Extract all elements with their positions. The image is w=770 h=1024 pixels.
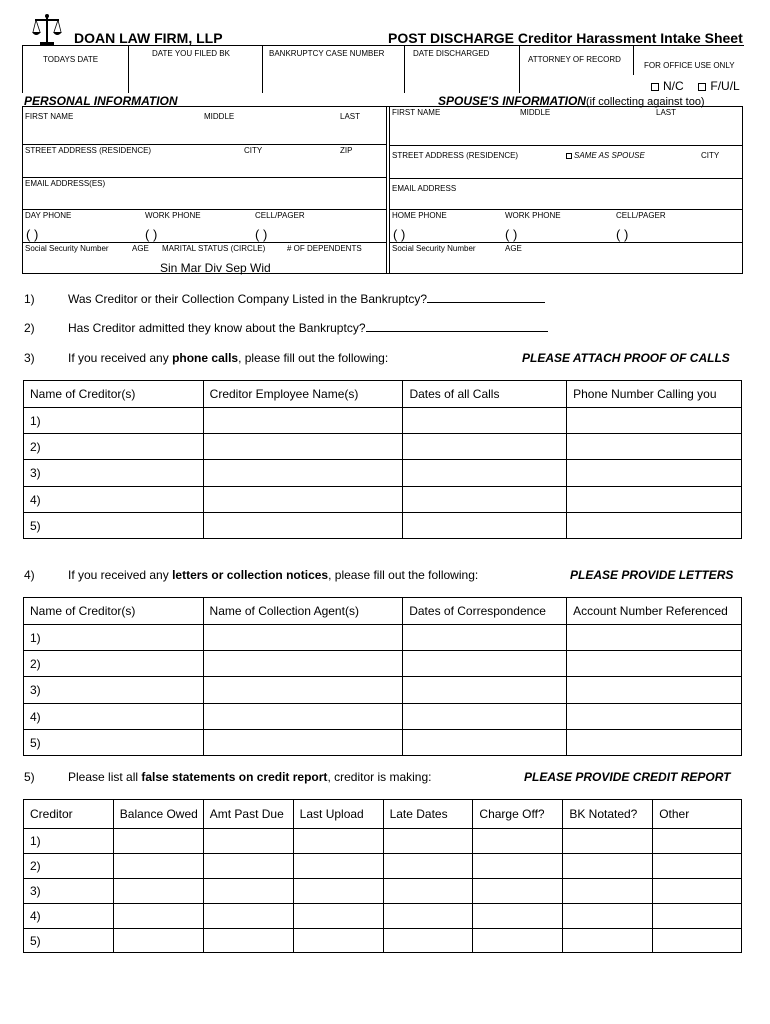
table-header: Charge Off?	[473, 800, 563, 829]
table-header: Phone Number Calling you	[567, 381, 742, 408]
q1-text: Was Creditor or their Collection Company Listed in the Bankruptcy?	[68, 292, 545, 306]
table-cell[interactable]	[203, 487, 403, 513]
table-cell[interactable]	[563, 929, 653, 953]
table-header: Dates of Correspondence	[403, 598, 567, 625]
table-row[interactable]: 4)	[24, 487, 204, 513]
table-cell[interactable]	[473, 929, 563, 953]
table-header: Dates of all Calls	[403, 381, 567, 408]
q5-text: Please list all false statements on credit report, creditor is making:	[68, 770, 432, 784]
table-cell[interactable]	[403, 460, 567, 487]
table-cell[interactable]	[383, 829, 473, 854]
firm-name: DOAN LAW FIRM, LLP	[74, 30, 223, 46]
table-row[interactable]: 4)	[24, 704, 204, 730]
same-as-spouse-option[interactable]: SAME AS SPOUSE	[566, 152, 645, 160]
table-cell[interactable]	[567, 460, 742, 487]
spouse-middle-field[interactable]: MIDDLE	[520, 108, 551, 117]
table-cell[interactable]	[203, 434, 403, 460]
city-field[interactable]: CITY	[244, 146, 263, 155]
cell-field[interactable]: CELL/PAGER	[255, 211, 305, 220]
table-cell[interactable]	[473, 829, 563, 854]
table-cell[interactable]	[203, 460, 403, 487]
table-cell[interactable]	[113, 929, 203, 953]
attorney-of-record-field[interactable]: ATTORNEY OF RECORD	[528, 55, 621, 64]
spouse-work-area-code[interactable]: ( )	[505, 227, 518, 242]
spouse-info-title: SPOUSE'S INFORMATION(if collecting against too)	[438, 94, 705, 108]
nc-checkbox[interactable]	[651, 83, 659, 91]
todays-date-field[interactable]: TODAYS DATE	[43, 55, 99, 64]
spouse-cell-field[interactable]: CELL/PAGER	[616, 211, 666, 220]
table-cell[interactable]	[403, 408, 567, 434]
table-cell[interactable]	[567, 651, 742, 677]
table-cell[interactable]	[563, 904, 653, 929]
q5-note: PLEASE PROVIDE CREDIT REPORT	[524, 770, 731, 784]
table-cell[interactable]	[203, 408, 403, 434]
table-cell[interactable]	[567, 730, 742, 756]
table-header: Late Dates	[383, 800, 473, 829]
table-header: Name of Creditor(s)	[24, 598, 204, 625]
table-cell[interactable]	[203, 513, 403, 539]
table-header: BK Notated?	[563, 800, 653, 829]
q4-number: 4)	[24, 568, 35, 582]
table-cell[interactable]	[567, 513, 742, 539]
q3-text: If you received any phone calls, please fill out the following:	[68, 351, 389, 365]
table-header: Creditor	[24, 800, 114, 829]
q1-number: 1)	[24, 292, 35, 306]
table-header: Creditor Employee Name(s)	[203, 381, 403, 408]
day-phone-field[interactable]: DAY PHONE	[25, 211, 72, 220]
table-row[interactable]: 4)	[24, 904, 114, 929]
date-filed-bk-field[interactable]: DATE YOU FILED BK	[152, 49, 230, 58]
table-cell[interactable]	[293, 929, 383, 953]
table-cell[interactable]	[203, 677, 403, 704]
date-discharged-field[interactable]: DATE DISCHARGED	[413, 49, 490, 58]
table-cell[interactable]	[567, 677, 742, 704]
table-cell[interactable]	[403, 513, 567, 539]
table-cell[interactable]	[403, 730, 567, 756]
table-cell[interactable]	[203, 879, 293, 904]
table-cell[interactable]	[293, 879, 383, 904]
street-field[interactable]: STREET ADDRESS (RESIDENCE)	[25, 146, 152, 155]
spouse-city-field[interactable]: CITY	[701, 151, 720, 160]
spouse-age-field[interactable]: AGE	[505, 244, 522, 253]
first-name-field[interactable]: FIRST NAME	[25, 112, 74, 121]
spouse-work-phone-field[interactable]: WORK PHONE	[505, 211, 561, 220]
zip-field[interactable]: ZIP	[340, 146, 353, 155]
q1-answer-line[interactable]	[427, 302, 545, 303]
q2-text: Has Creditor admitted they know about the Bankruptcy?	[68, 321, 548, 335]
table-cell[interactable]	[653, 829, 742, 854]
table-cell[interactable]	[293, 904, 383, 929]
ssn-field[interactable]: Social Security Number	[25, 244, 109, 253]
table-header: Balance Owed	[113, 800, 203, 829]
cell-area-code[interactable]: ( )	[255, 227, 268, 242]
table-cell[interactable]	[293, 854, 383, 879]
age-field[interactable]: AGE	[132, 244, 149, 253]
table-row[interactable]: 5)	[24, 513, 204, 539]
spouse-last-field[interactable]: LAST	[656, 108, 677, 117]
table-cell[interactable]	[653, 929, 742, 953]
table-row[interactable]: 1)	[24, 408, 204, 434]
table-row[interactable]: 5)	[24, 929, 114, 953]
same-as-spouse-checkbox[interactable]	[566, 153, 572, 159]
table-row[interactable]: 2)	[24, 434, 204, 460]
phone-calls-table	[23, 380, 742, 539]
q2-answer-line[interactable]	[366, 331, 548, 332]
spouse-home-phone-field[interactable]: HOME PHONE	[392, 211, 447, 220]
q2-number: 2)	[24, 321, 35, 335]
table-cell[interactable]	[113, 879, 203, 904]
table-cell[interactable]	[403, 434, 567, 460]
form-title: POST DISCHARGE Creditor Harassment Intake Sheet	[388, 30, 743, 46]
table-cell[interactable]	[113, 904, 203, 929]
info-grid	[22, 106, 743, 274]
table-row[interactable]: 3)	[24, 879, 114, 904]
table-row[interactable]: 1)	[24, 625, 204, 651]
table-cell[interactable]	[563, 879, 653, 904]
table-cell[interactable]	[203, 651, 403, 677]
q3-number: 3)	[24, 351, 35, 365]
work-phone-area-code[interactable]: ( )	[145, 227, 158, 242]
table-cell[interactable]	[293, 829, 383, 854]
scales-of-justice-icon	[30, 12, 64, 46]
q3-note: PLEASE ATTACH PROOF OF CALLS	[522, 351, 730, 365]
table-cell[interactable]	[653, 879, 742, 904]
personal-info-title: PERSONAL INFORMATION	[24, 94, 178, 108]
table-cell[interactable]	[403, 704, 567, 730]
table-cell[interactable]	[203, 625, 403, 651]
table-cell[interactable]	[473, 879, 563, 904]
table-row[interactable]: 2)	[24, 651, 204, 677]
ful-label: F/U/L	[710, 79, 740, 93]
table-cell[interactable]	[383, 904, 473, 929]
marital-status-field: MARITAL STATUS (CIRCLE)	[162, 244, 266, 253]
email-field[interactable]: EMAIL ADDRESS(ES)	[25, 179, 106, 188]
letters-table	[23, 597, 742, 756]
dependents-field[interactable]: # OF DEPENDENTS	[287, 244, 362, 253]
table-cell[interactable]	[653, 854, 742, 879]
table-cell[interactable]	[203, 854, 293, 879]
table-cell[interactable]	[203, 904, 293, 929]
table-header: Other	[653, 800, 742, 829]
q4-note: PLEASE PROVIDE LETTERS	[570, 568, 734, 582]
spouse-first-name-field[interactable]: FIRST NAME	[392, 108, 441, 117]
nc-label: N/C	[663, 79, 684, 93]
table-cell[interactable]	[403, 651, 567, 677]
table-cell[interactable]	[563, 854, 653, 879]
table-header: Last Upload	[293, 800, 383, 829]
table-header: Name of Collection Agent(s)	[203, 598, 403, 625]
table-cell[interactable]	[473, 904, 563, 929]
table-cell[interactable]	[567, 625, 742, 651]
table-cell[interactable]	[383, 879, 473, 904]
table-cell[interactable]	[403, 677, 567, 704]
table-row[interactable]: 3)	[24, 677, 204, 704]
spouse-home-area-code[interactable]: ( )	[393, 227, 406, 242]
work-phone-field[interactable]: WORK PHONE	[145, 211, 201, 220]
table-cell[interactable]	[567, 487, 742, 513]
table-header: Name of Creditor(s)	[24, 381, 204, 408]
middle-field[interactable]: MIDDLE	[204, 112, 235, 121]
table-cell[interactable]	[203, 829, 293, 854]
spouse-email-field[interactable]: EMAIL ADDRESS	[392, 184, 457, 193]
table-cell[interactable]	[203, 929, 293, 953]
spouse-cell-area-code[interactable]: ( )	[616, 227, 629, 242]
table-header: Account Number Referenced	[567, 598, 742, 625]
table-row[interactable]: 5)	[24, 730, 204, 756]
case-number-field[interactable]: BANKRUPTCY CASE NUMBER	[269, 49, 385, 58]
table-cell[interactable]	[203, 730, 403, 756]
marital-options[interactable]: Sin Mar Div Sep Wid	[160, 261, 271, 275]
spouse-street-field[interactable]: STREET ADDRESS (RESIDENCE)	[392, 151, 519, 160]
table-header: Amt Past Due	[203, 800, 293, 829]
credit-report-table	[23, 799, 742, 953]
table-row[interactable]: 3)	[24, 460, 204, 487]
table-cell[interactable]	[403, 625, 567, 651]
table-cell[interactable]	[403, 487, 567, 513]
ful-checkbox[interactable]	[698, 83, 706, 91]
table-cell[interactable]	[567, 408, 742, 434]
table-cell[interactable]	[563, 829, 653, 854]
office-use-label: FOR OFFICE USE ONLY	[644, 61, 735, 70]
table-cell[interactable]	[383, 929, 473, 953]
table-row[interactable]: 1)	[24, 829, 114, 854]
table-cell[interactable]	[653, 904, 742, 929]
table-cell[interactable]	[567, 434, 742, 460]
q5-number: 5)	[24, 770, 35, 784]
q4-text: If you received any letters or collection notices, please fill out the following:	[68, 568, 479, 582]
table-cell[interactable]	[567, 704, 742, 730]
table-cell[interactable]	[383, 854, 473, 879]
table-row[interactable]: 2)	[24, 854, 114, 879]
table-cell[interactable]	[113, 829, 203, 854]
spouse-ssn-field[interactable]: Social Security Number	[392, 244, 476, 253]
last-field[interactable]: LAST	[340, 112, 361, 121]
day-phone-area-code[interactable]: ( )	[26, 227, 39, 242]
table-cell[interactable]	[113, 854, 203, 879]
table-cell[interactable]	[203, 704, 403, 730]
table-cell[interactable]	[473, 854, 563, 879]
